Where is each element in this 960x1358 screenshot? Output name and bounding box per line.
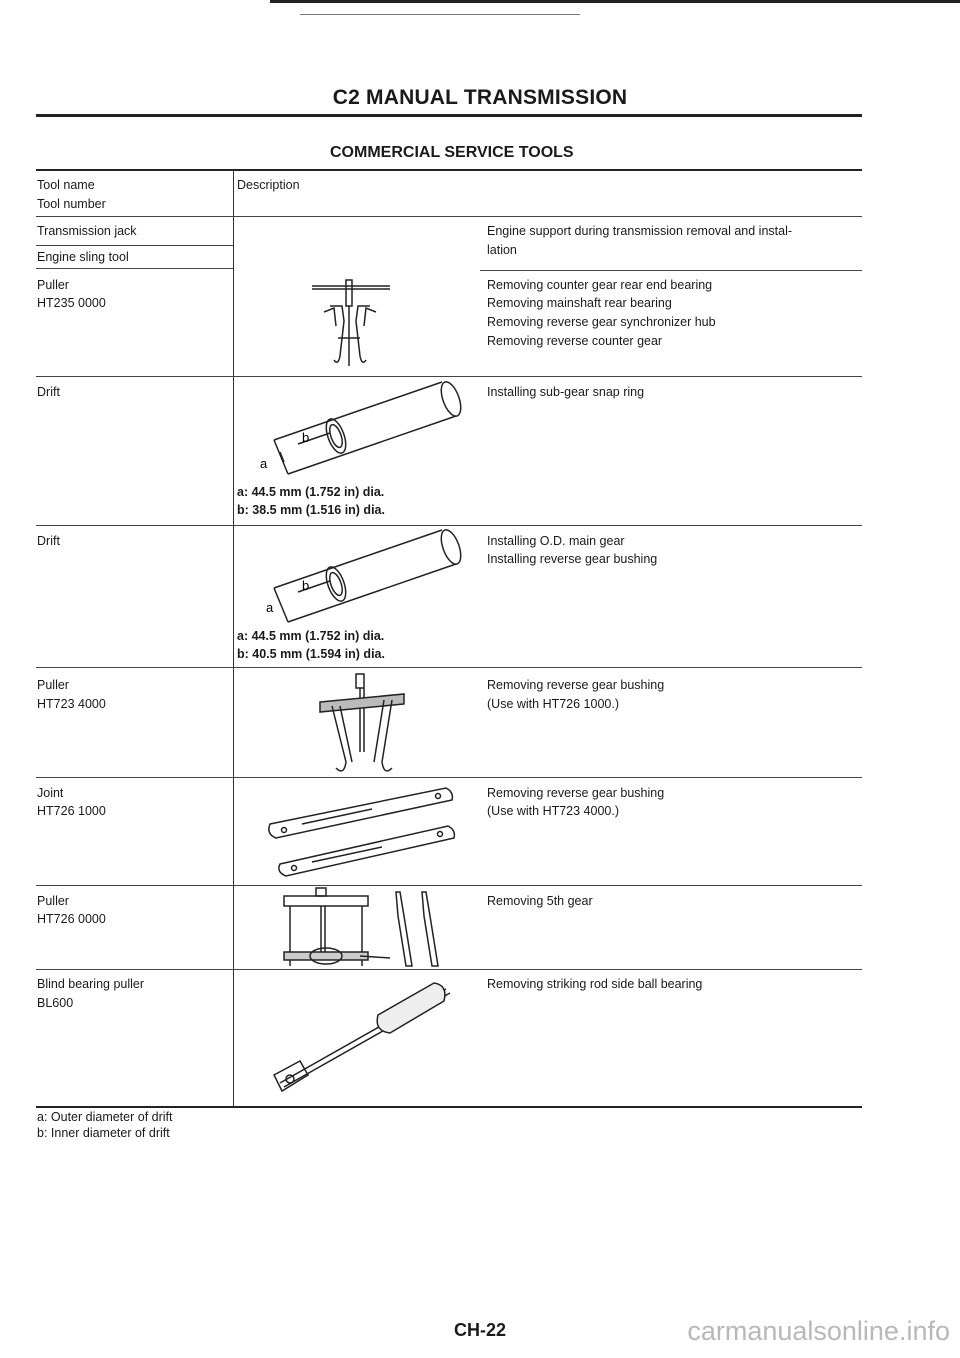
tool-description: Engine support during transmission removal and instal- <box>487 224 793 238</box>
tool-description: Installing sub-gear snap ring <box>487 385 645 399</box>
drift-label-a: a <box>266 600 274 615</box>
footnote: b: Inner diameter of drift <box>37 1126 170 1140</box>
tool-name: Puller <box>37 678 69 692</box>
row-rule <box>36 525 862 526</box>
row-rule <box>36 268 233 269</box>
tool-number: BL600 <box>37 996 74 1010</box>
drift-dimension: a: 44.5 mm (1.752 in) dia. <box>237 485 385 499</box>
drift-dimension: a: 44.5 mm (1.752 in) dia. <box>237 629 385 643</box>
tool-description: Removing reverse gear synchronizer hub <box>487 315 716 329</box>
tool-description: Installing O.D. main gear <box>487 534 625 548</box>
drift-illustration <box>250 380 470 480</box>
header-tool-number: Tool number <box>37 197 106 211</box>
header-tool-name: Tool name <box>37 178 95 192</box>
tool-name: Blind bearing puller <box>37 977 145 991</box>
row-rule <box>480 270 862 271</box>
section-subtitle: COMMERCIAL SERVICE TOOLS <box>330 144 574 161</box>
blind-bearing-puller-illustration <box>270 975 460 1095</box>
puller-illustration <box>280 886 460 970</box>
title-rule <box>36 114 862 117</box>
table-top-rule <box>36 169 862 171</box>
tool-name: Drift <box>37 534 60 548</box>
tool-description: Removing striking rod side ball bearing <box>487 977 703 991</box>
tool-number: HT235 0000 <box>37 296 106 310</box>
drift-label-a: a <box>260 456 268 471</box>
drift-dimension: b: 40.5 mm (1.594 in) dia. <box>237 647 385 661</box>
row-rule <box>36 667 862 668</box>
tool-number: HT726 0000 <box>37 912 106 926</box>
puller-illustration <box>300 276 400 372</box>
column-divider <box>233 170 234 1108</box>
tool-description: lation <box>487 243 517 257</box>
drift-label-b: b <box>302 430 310 445</box>
tool-name: Puller <box>37 278 69 292</box>
tool-name: Engine sling tool <box>37 250 129 264</box>
tool-name: Puller <box>37 894 69 908</box>
tool-name: Drift <box>37 385 60 399</box>
tool-name: Transmission jack <box>37 224 137 238</box>
tool-description: Removing mainshaft rear bearing <box>487 296 672 310</box>
header-description: Description <box>237 178 300 192</box>
tool-number: HT723 4000 <box>37 697 106 711</box>
tool-description: Installing reverse gear bushing <box>487 552 658 566</box>
drift-label-b: b <box>302 578 310 593</box>
site-watermark: carmanualsonline.info <box>687 1316 950 1346</box>
row-rule <box>36 245 233 246</box>
puller-illustration <box>312 672 412 780</box>
page-title: C2 MANUAL TRANSMISSION <box>332 86 628 109</box>
tool-description: (Use with HT723 4000.) <box>487 804 620 818</box>
tool-description: Removing 5th gear <box>487 894 593 908</box>
tool-name: Joint <box>37 786 64 800</box>
top-border-line <box>270 0 960 3</box>
tool-description: Removing reverse gear bushing <box>487 786 665 800</box>
tool-description: Removing reverse gear bushing <box>487 678 665 692</box>
tool-number: HT726 1000 <box>37 804 106 818</box>
row-rule <box>36 216 862 217</box>
tool-description: (Use with HT726 1000.) <box>487 697 620 711</box>
page-number: CH-22 <box>453 1320 506 1340</box>
row-rule <box>36 376 862 377</box>
table-bottom-rule <box>36 1106 862 1108</box>
footnote: a: Outer diameter of drift <box>37 1110 173 1124</box>
tool-description: Removing reverse counter gear <box>487 334 663 348</box>
top-border-line-thin <box>300 14 580 15</box>
drift-dimension: b: 38.5 mm (1.516 in) dia. <box>237 503 385 517</box>
joint-illustration <box>262 784 462 880</box>
drift-illustration <box>250 528 470 628</box>
row-rule <box>36 777 862 778</box>
tool-description: Removing counter gear rear end bearing <box>487 278 713 292</box>
